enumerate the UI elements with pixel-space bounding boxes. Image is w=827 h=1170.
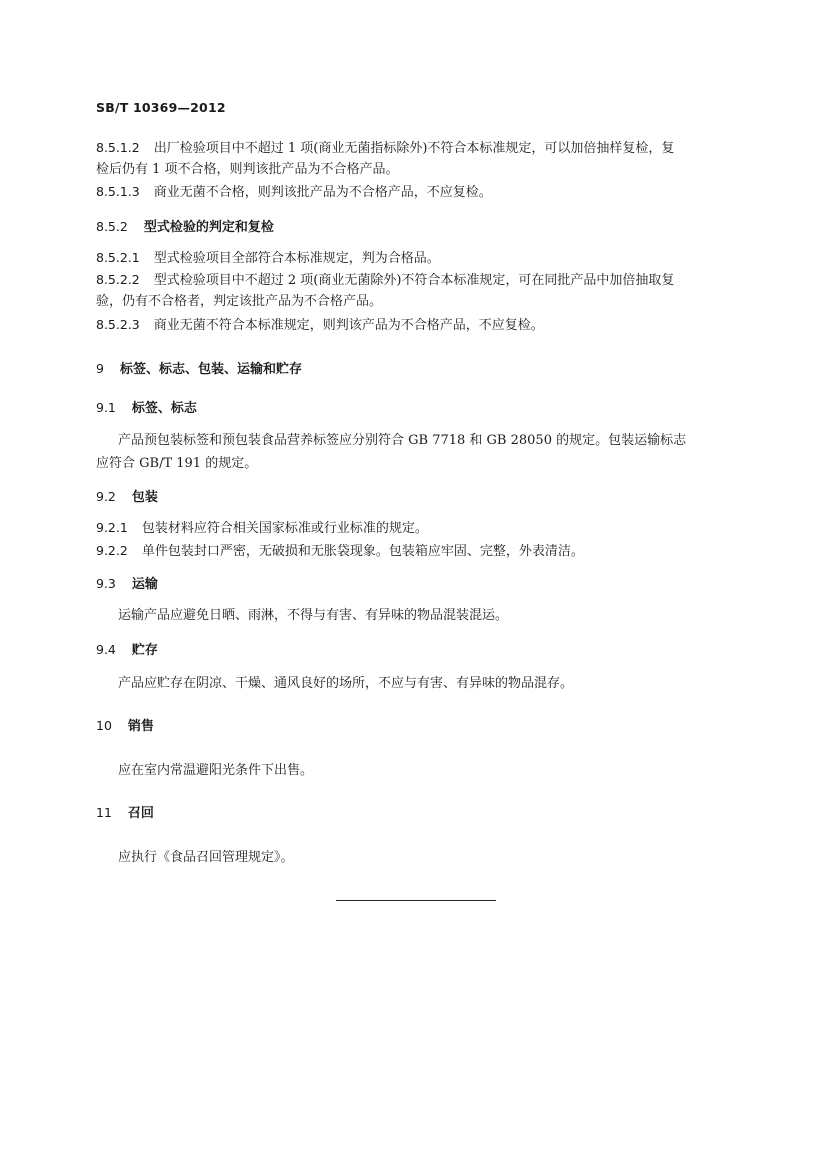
clause-text: 单件包装封口严密，无破损和无胀袋现象。包装箱应牢固、完整，外表清洁。 xyxy=(141,544,584,559)
section-number: 9.3 xyxy=(96,576,116,591)
clause-921 xyxy=(96,520,756,537)
chapter-10-heading xyxy=(96,718,756,735)
chapter-9-heading xyxy=(96,361,756,378)
chapter-number: 11 xyxy=(96,805,112,820)
end-rule xyxy=(336,900,496,901)
clause-text: 商业无菌不符合本标准规定，则判该产品为不合格产品，不应复检。 xyxy=(153,318,544,333)
clause-8521 xyxy=(96,250,756,267)
clause-number: 8.5.1.3 xyxy=(96,184,140,199)
section-number: 9.1 xyxy=(96,400,116,415)
clause-number: 8.5.2.3 xyxy=(96,317,140,332)
clause-number: 9.2.2 xyxy=(96,543,128,558)
section-title: 运输 xyxy=(131,577,158,592)
chapter-10-para: 应在室内常温避阳光条件下出售。 xyxy=(118,763,314,778)
clause-8513 xyxy=(96,184,756,201)
section-94-heading xyxy=(96,642,756,659)
chapter-title: 销售 xyxy=(127,719,154,734)
chapter-title: 召回 xyxy=(127,806,154,821)
section-title: 贮存 xyxy=(131,643,158,658)
section-91-heading xyxy=(96,400,756,417)
clause-text: 型式检验项目中不超过 2 项(商业无菌除外)不符合本标准规定，可在同批产品中加倍抽取复 xyxy=(153,273,675,288)
section-93-para: 运输产品应避免日晒、雨淋，不得与有害、有异味的物品混装混运。 xyxy=(118,608,509,623)
section-93-heading xyxy=(96,576,756,593)
clause-8523 xyxy=(96,317,756,334)
clause-text: 出厂检验项目中不超过 1 项(商业无菌指标除外)不符合本标准规定，可以加倍抽样复检，复 xyxy=(153,141,675,156)
section-92-heading xyxy=(96,489,756,506)
clause-8512-line2: 检后仍有 1 项不合格，则判该批产品为不合格产品。 xyxy=(96,162,399,177)
clause-number: 8.5.2.2 xyxy=(96,272,140,287)
section-title: 型式检验的判定和复检 xyxy=(143,220,274,235)
clause-8522-line1 xyxy=(96,272,756,289)
chapter-11-para: 应执行《食品召回管理规定》。 xyxy=(118,850,294,865)
section-number: 9.4 xyxy=(96,642,116,657)
clause-text: 商业无菌不合格，则判该批产品为不合格产品，不应复检。 xyxy=(153,185,492,200)
clause-8522-line2: 验，仍有不合格者，判定该批产品为不合格产品。 xyxy=(96,294,383,309)
clause-number: 8.5.2.1 xyxy=(96,250,140,265)
section-852-heading xyxy=(96,219,756,236)
section-number: 9.2 xyxy=(96,489,116,504)
clause-8512-line1 xyxy=(96,140,756,157)
section-91-para-line2: 应符合 GB/T 191 的规定。 xyxy=(96,456,258,471)
section-title: 包装 xyxy=(131,490,158,505)
clause-922 xyxy=(96,543,756,560)
clause-text: 型式检验项目全部符合本标准规定，判为合格品。 xyxy=(153,251,440,266)
clause-number: 8.5.1.2 xyxy=(96,140,140,155)
standard-code: SB/T 10369—2012 xyxy=(96,100,226,115)
chapter-number: 10 xyxy=(96,718,112,733)
section-number: 8.5.2 xyxy=(96,219,128,234)
section-91-para-line1: 产品预包装标签和预包装食品营养标签应分别符合 GB 7718 和 GB 28050 的规定。包装运输标志 xyxy=(118,433,687,448)
clause-text: 包装材料应符合相关国家标准或行业标准的规定。 xyxy=(141,521,428,536)
chapter-title: 标签、标志、包装、运输和贮存 xyxy=(119,362,302,377)
section-94-para: 产品应贮存在阴凉、干燥、通风良好的场所，不应与有害、有异味的物品混存。 xyxy=(118,676,574,691)
chapter-11-heading xyxy=(96,805,756,822)
section-title: 标签、标志 xyxy=(131,401,197,416)
chapter-number: 9 xyxy=(96,361,104,376)
clause-number: 9.2.1 xyxy=(96,520,128,535)
